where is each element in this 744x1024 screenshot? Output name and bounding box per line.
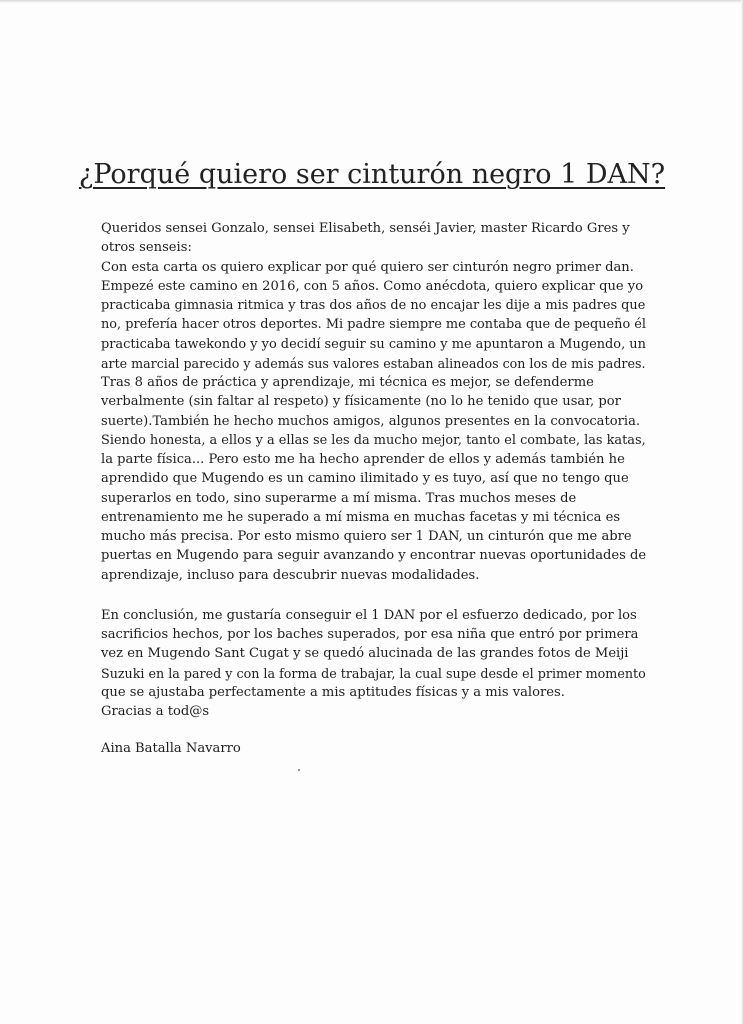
text-line: En conclusión, me gustaría conseguir el 1 DAN por el esfuerzo dedicado, por los: [101, 607, 637, 623]
letter-body: [101, 219, 646, 759]
text-line: entrenamiento me he superado a mí misma en muchas facetas y mi técnica es: [101, 509, 621, 525]
text-line: arte marcial parecido y además sus valores estaban alineados con los de mis padres.: [101, 355, 646, 371]
document-title: [0, 158, 744, 192]
scan-speck: [298, 769, 300, 771]
text-line: practicaba tawekondo y yo decidí seguir su camino y me apuntaron a Mugendo, un: [101, 336, 646, 352]
text-line: Queridos sensei Gonzalo, sensei Elisabeth, senséi Javier, master Ricardo Gres y: [101, 221, 630, 236]
text-line: que se ajustaba perfectamente a mis aptitudes físicas y a mis valores.: [101, 684, 565, 700]
paragraph-2: [101, 606, 646, 722]
text-line: aprendizaje, incluso para descubrir nuevas modalidades.: [101, 567, 480, 583]
text-line: suerte).También he hecho muchos amigos, algunos presentes en la convocatoria.: [101, 413, 641, 429]
paragraph-1: [101, 219, 646, 585]
text-line: Empezé este camino en 2016, con 5 años. Como anécdota, quiero explicar que yo: [101, 278, 644, 294]
text-line: puertas en Mugendo para seguir avanzando y encontrar nuevas oportunidades de: [101, 548, 647, 564]
text-line: Tras 8 años de práctica y aprendizaje, mi técnica es mejor, se defenderme: [101, 375, 594, 390]
text-line: mucho más precisa. Por esto mismo quiero ser 1 DAN, un cinturón que me abre: [101, 529, 632, 544]
signature-gap: [101, 721, 646, 739]
text-line: Siendo honesta, a ellos y a ellas se les da mucho mejor, tanto el combate, las katas,: [101, 432, 646, 448]
text-line: Gracias a tod@s: [101, 704, 210, 719]
text-line: Suzuki en la pared y con la forma de trabajar, la cual supe desde el primer momento: [101, 665, 646, 681]
text-line: aprendido que Mugendo es un camino ilimitado y es tuyo, así que no tengo que: [101, 471, 629, 487]
paragraph-gap: [101, 585, 646, 606]
text-line: la parte física... Pero esto me ha hecho aprender de ellos y además también he: [101, 452, 625, 467]
text-line: no, prefería hacer otros deportes. Mi padre siempre me contaba que de pequeño él: [101, 317, 647, 333]
text-line: vez en Mugendo Sant Cugat y se quedó alucinada de las grandes fotos de Meiji: [101, 646, 629, 662]
text-line: practicaba gimnasia ritmica y tras dos años de no encajar les dije a mis padres que: [101, 298, 646, 313]
text-line: superarlos en todo, sino superarme a mí misma. Tras muchos meses de: [101, 490, 577, 506]
text-line: otros senseis:: [101, 240, 192, 256]
signature: Aina Batalla Navarro: [101, 741, 241, 757]
text-line: Con esta carta os quiero explicar por qué quiero ser cinturón negro primer dan.: [101, 259, 634, 275]
scan-edge-top: [0, 0, 744, 3]
text-line: verbalmente (sin faltar al respeto) y físicamente (no lo he tenido que usar, por: [101, 394, 621, 410]
text-line: sacrificios hechos, por los baches superados, por esa niña que entró por primera: [101, 627, 639, 642]
document-title-text: ¿Porqué quiero ser cinturón negro 1 DAN?: [78, 159, 666, 190]
